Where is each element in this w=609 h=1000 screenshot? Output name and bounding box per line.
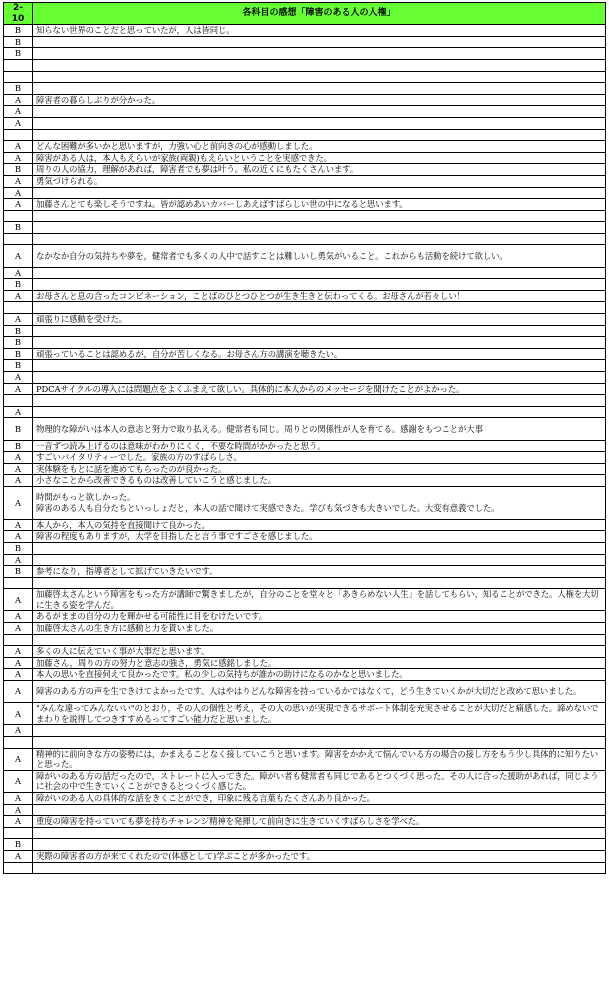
comment-cell: [33, 210, 606, 222]
table-row: [4, 463, 606, 475]
grade-cell: A: [4, 770, 33, 792]
comment-cell: 実際の障害者の方が来てくれたので(体感として)学ぶことが多かったです。: [33, 850, 606, 862]
grade-cell: B: [4, 440, 33, 452]
grade-cell: B: [4, 325, 33, 337]
sheet-title: 各科目の感想「障害のある人の人権」: [33, 3, 606, 25]
table-row: [4, 519, 606, 531]
table-row: [4, 164, 606, 176]
grade-cell: A: [4, 372, 33, 384]
table-row: [4, 862, 606, 874]
table-row: [4, 187, 606, 199]
table-row: [4, 175, 606, 187]
grade-cell: A: [4, 406, 33, 418]
table-row: [4, 418, 606, 440]
grade-cell: B: [4, 164, 33, 176]
table-row: [4, 475, 606, 487]
table-row: [4, 577, 606, 589]
grade-cell: [4, 737, 33, 749]
comment-cell: "みんな違ってみんないい"のとおり，その人の個性と考え，その人の思いが実現できるサポート体制を充実させることが大切だと痛感した。諦めないでまわりを説得してつきすすめるってすごい能力だと思いました。: [33, 703, 606, 725]
grade-cell: A: [4, 554, 33, 566]
comment-cell: 障がいのある方の話だったので，ストレートに入ってきた。障がい者も健常者も同じであるとつくづく思った。その人に合った援助があれば，同じように社会の中で生きていくことができるとつくづく感じた。: [33, 770, 606, 792]
comment-cell: [33, 827, 606, 839]
grade-cell: [4, 233, 33, 245]
comment-cell: 精神的に前向きな方の姿勢には，かまえることなく接していこうと思います。障害をかかえて悩んでいる方の場合の接し方をもう少し具体的に知りたいと思った。: [33, 748, 606, 770]
grade-cell: A: [4, 267, 33, 279]
grade-cell: [4, 210, 33, 222]
grade-cell: B: [4, 360, 33, 372]
table-row: [4, 850, 606, 862]
table-row: [4, 611, 606, 623]
grade-cell: A: [4, 804, 33, 816]
grade-cell: A: [4, 463, 33, 475]
grade-cell: A: [4, 199, 33, 211]
table-row: [4, 83, 606, 95]
table-row: [4, 25, 606, 37]
grade-cell: A: [4, 725, 33, 737]
comment-cell: 加藤啓太さんという障害をもった方が講師で驚きましたが，自分のことを堂々と「あきらめない人生」を話してもらい，知ることができた。人権を大切に生きる姿を学んだ。: [33, 589, 606, 611]
grade-cell: A: [4, 290, 33, 302]
grade-cell: A: [4, 669, 33, 681]
grade-cell: [4, 577, 33, 589]
table-row: [4, 406, 606, 418]
table-row: [4, 542, 606, 554]
comment-cell: どんな困難が多いかと思いますが，力強い心と前向きの心が感動しました。: [33, 141, 606, 153]
survey-table: [3, 2, 606, 874]
grade-cell: B: [4, 839, 33, 851]
table-row: [4, 440, 606, 452]
comment-cell: 加藤さんとても楽しそうですね。皆が認めあいカバーしあえばすばらしい世の中になると思います。: [33, 199, 606, 211]
comment-cell: [33, 554, 606, 566]
comment-cell: [33, 804, 606, 816]
comment-cell: 障害者の暮らしぶりが分かった。: [33, 94, 606, 106]
comment-cell: [33, 71, 606, 83]
comment-cell: 周りの人の協力，理解があれば，障害者でも夢は叶う。私の近くにもたくさんいます。: [33, 164, 606, 176]
table-row: [4, 199, 606, 211]
grade-cell: A: [4, 657, 33, 669]
table-row: [4, 804, 606, 816]
grade-cell: B: [4, 542, 33, 554]
table-row: [4, 94, 606, 106]
comment-cell: 障がいのある人の具体的な話をきくことができ，印象に残る言葉もたくさんあり良かった。: [33, 792, 606, 804]
grade-cell: A: [4, 117, 33, 129]
table-row: [4, 816, 606, 828]
table-row: [4, 348, 606, 360]
comment-cell: [33, 337, 606, 349]
comment-cell: 頑張りに感動を受けた。: [33, 314, 606, 326]
table-row: [4, 554, 606, 566]
grade-cell: B: [4, 25, 33, 37]
table-row: [4, 748, 606, 770]
survey-sheet: [3, 2, 606, 874]
table-row: [4, 360, 606, 372]
grade-cell: A: [4, 475, 33, 487]
grade-cell: A: [4, 106, 33, 118]
grade-cell: B: [4, 222, 33, 234]
comment-cell: [33, 48, 606, 60]
grade-cell: A: [4, 681, 33, 703]
table-row: [4, 839, 606, 851]
comment-cell: 時間がもっと欲しかった。 障害のある人も自分たちといっしょだと，本人の話で聞けて実感できた。学びも気づきも大きいでした。大変有意義でした。: [33, 486, 606, 519]
table-row: [4, 395, 606, 407]
grade-cell: B: [4, 418, 33, 440]
comment-cell: [33, 725, 606, 737]
comment-cell: [33, 233, 606, 245]
comment-cell: [33, 395, 606, 407]
comment-cell: 本人から，本人の気持を直接聞けて良かった。: [33, 519, 606, 531]
grade-cell: B: [4, 566, 33, 578]
table-row: [4, 290, 606, 302]
table-row: [4, 792, 606, 804]
table-row: [4, 827, 606, 839]
table-row: [4, 703, 606, 725]
comment-cell: [33, 267, 606, 279]
comment-cell: [33, 406, 606, 418]
table-row: [4, 210, 606, 222]
comment-cell: PDCAサイクルの導入には問題点をよくふまえて欲しい。具体的に本人からのメッセージを聞けたことがよかった。: [33, 383, 606, 395]
table-row: [4, 152, 606, 164]
comment-cell: [33, 187, 606, 199]
grade-cell: A: [4, 646, 33, 658]
table-row: [4, 725, 606, 737]
table-row: [4, 669, 606, 681]
table-row: [4, 589, 606, 611]
grade-cell: [4, 71, 33, 83]
grade-cell: A: [4, 175, 33, 187]
table-row: [4, 531, 606, 543]
comment-cell: [33, 360, 606, 372]
comment-cell: [33, 106, 606, 118]
comment-cell: 障害のある方の声を生できけてよかったです。人はやはりどんな障害を持っているかではなくて，どう生きていくかが大切だと改めて思いました。: [33, 681, 606, 703]
table-row: [4, 245, 606, 267]
comment-cell: 障害の程度もありますが，大学を目指したと言う事ですごさを感じました。: [33, 531, 606, 543]
grade-cell: A: [4, 141, 33, 153]
comment-cell: [33, 59, 606, 71]
grade-cell: [4, 827, 33, 839]
table-row: [4, 372, 606, 384]
grade-cell: A: [4, 452, 33, 464]
comment-cell: 本人の思いを直接伺えて良かったです。私の少しの気持ちが誰かの助けになるのかなと思いました。: [33, 669, 606, 681]
table-row: [4, 566, 606, 578]
table-row: [4, 314, 606, 326]
grade-cell: [4, 395, 33, 407]
grade-cell: B: [4, 337, 33, 349]
table-row: [4, 486, 606, 519]
comment-cell: 障害がある人は，本人もえらいが家族(両親)もえらいということを実感できた。: [33, 152, 606, 164]
comment-cell: 参考になり，指導者として拡げていきたいです。: [33, 566, 606, 578]
grade-cell: A: [4, 314, 33, 326]
table-row: [4, 36, 606, 48]
table-row: [4, 681, 606, 703]
table-row: [4, 233, 606, 245]
table-row: [4, 117, 606, 129]
sheet-code: 2-10: [4, 3, 33, 25]
comment-cell: 物理的な障がいは本人の意志と努力で取り払える。健常者も同じ。周りとの関係性が人を育てる。感謝をもつことが大事: [33, 418, 606, 440]
grade-cell: A: [4, 94, 33, 106]
table-row: [4, 657, 606, 669]
comment-cell: なかなか自分の気持ちや夢を，健常者でも多くの人中で話すことは難しいし勇気がいること。これからも活動を続けて欲しい。: [33, 245, 606, 267]
grade-cell: A: [4, 245, 33, 267]
comment-cell: [33, 577, 606, 589]
grade-cell: A: [4, 152, 33, 164]
grade-cell: [4, 59, 33, 71]
header-row: [4, 3, 606, 25]
comment-cell: [33, 862, 606, 874]
grade-cell: A: [4, 589, 33, 611]
grade-cell: A: [4, 531, 33, 543]
comment-cell: [33, 634, 606, 646]
grade-cell: A: [4, 623, 33, 635]
comment-cell: [33, 839, 606, 851]
comment-cell: 小さなことから改善できるものは改善していこうと感じました。: [33, 475, 606, 487]
grade-cell: A: [4, 792, 33, 804]
comment-cell: 実体験をもとに話を進めてもらったのが良かった。: [33, 463, 606, 475]
table-row: [4, 383, 606, 395]
comment-cell: [33, 372, 606, 384]
table-row: [4, 222, 606, 234]
comment-cell: [33, 117, 606, 129]
table-row: [4, 141, 606, 153]
grade-cell: A: [4, 816, 33, 828]
table-row: [4, 452, 606, 464]
grade-cell: [4, 862, 33, 874]
comment-cell: 一音ずつ読み上げるのは意味がわかりにくく，不要な時間がかかったと思う。: [33, 440, 606, 452]
grade-cell: B: [4, 48, 33, 60]
grade-cell: A: [4, 850, 33, 862]
table-row: [4, 129, 606, 141]
comment-cell: [33, 279, 606, 291]
comment-cell: 知らない世界のことだと思っていたが，人は皆同じ。: [33, 25, 606, 37]
grade-cell: A: [4, 703, 33, 725]
comment-cell: [33, 222, 606, 234]
comment-cell: 加藤啓太さんの生き方に感動と力を貰いました。: [33, 623, 606, 635]
table-row: [4, 623, 606, 635]
comment-cell: すごいバイタリティーでした。家族の方のすばらしさ。: [33, 452, 606, 464]
grade-cell: A: [4, 187, 33, 199]
grade-cell: [4, 302, 33, 314]
comment-cell: 頑張っていることは認めるが，自分が苦しくなる。お母さん方の講演を聴きたい。: [33, 348, 606, 360]
comment-cell: [33, 302, 606, 314]
comment-cell: あるがままの自分の力を輝かせる可能性に目をむけたいです。: [33, 611, 606, 623]
grade-cell: [4, 634, 33, 646]
grade-cell: B: [4, 36, 33, 48]
grade-cell: A: [4, 519, 33, 531]
grade-cell: B: [4, 83, 33, 95]
grade-cell: B: [4, 279, 33, 291]
table-row: [4, 59, 606, 71]
grade-cell: A: [4, 748, 33, 770]
table-row: [4, 279, 606, 291]
table-row: [4, 302, 606, 314]
table-row: [4, 646, 606, 658]
comment-cell: [33, 325, 606, 337]
table-row: [4, 48, 606, 60]
table-row: [4, 770, 606, 792]
comment-cell: [33, 83, 606, 95]
grade-cell: B: [4, 348, 33, 360]
table-row: [4, 267, 606, 279]
table-row: [4, 71, 606, 83]
table-row: [4, 106, 606, 118]
grade-cell: A: [4, 486, 33, 519]
comment-cell: 勇気づけられる。: [33, 175, 606, 187]
table-row: [4, 737, 606, 749]
comment-cell: [33, 737, 606, 749]
grade-cell: A: [4, 611, 33, 623]
comment-cell: [33, 36, 606, 48]
comment-cell: 多くの人に伝えていく事が大事だと思います。: [33, 646, 606, 658]
grade-cell: [4, 129, 33, 141]
comment-cell: [33, 129, 606, 141]
comment-cell: お母さんと息の合ったコンビネーション，ことばのひとつひとつが生き生きと伝わってくる。お母さんが若々しい！: [33, 290, 606, 302]
table-row: [4, 337, 606, 349]
grade-cell: A: [4, 383, 33, 395]
comment-cell: [33, 542, 606, 554]
table-row: [4, 634, 606, 646]
comment-cell: 加藤さん，周りの方の努力と意志の強さ，勇気に感銘しました。: [33, 657, 606, 669]
table-row: [4, 325, 606, 337]
comment-cell: 重度の障害を持っていても夢を持ちチャレンジ精神を発揮して前向きに生きていくすばらしさを学べた。: [33, 816, 606, 828]
